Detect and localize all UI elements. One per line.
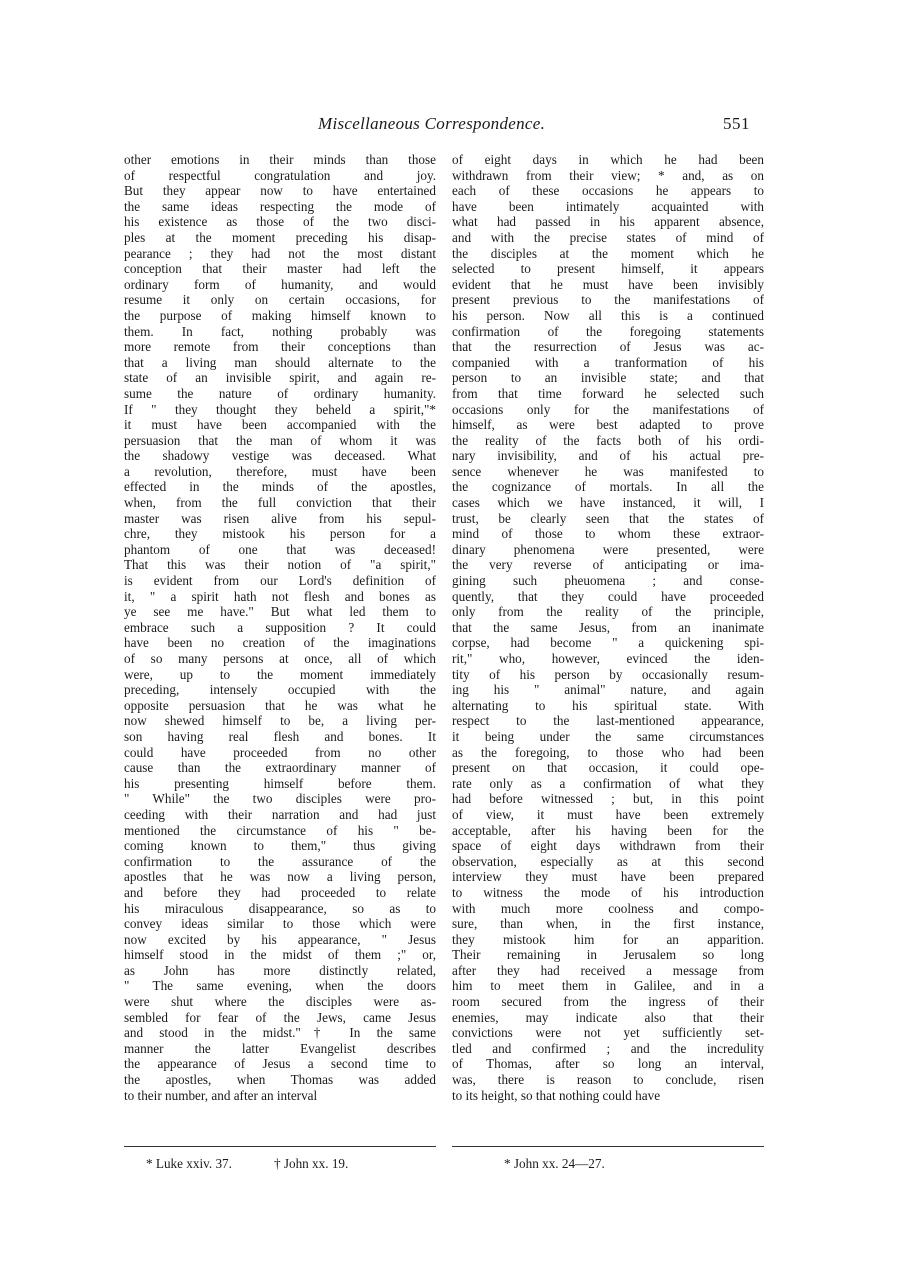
text-line: preceding, intensely occupied with the	[124, 682, 436, 698]
text-line: manner the latter Evangelist describes	[124, 1040, 436, 1056]
text-line: when, from the full conviction that their	[124, 495, 436, 511]
left-footnote-rule	[124, 1146, 436, 1147]
text-line: occasions only for the manifestations of	[452, 401, 764, 417]
text-line: withdrawn from their view; * and, as on	[452, 167, 764, 183]
text-line: ye see me have." But what led them to	[124, 604, 436, 620]
text-line: tity of his person by occasionally resum-	[452, 666, 764, 682]
text-line: now shewed himself to be, a living per-	[124, 713, 436, 729]
text-line: son having real flesh and bones. It	[124, 728, 436, 744]
footnote-luke: * Luke xxiv. 37.	[146, 1156, 232, 1171]
text-line: them. In fact, nothing probably was	[124, 323, 436, 339]
text-line: the apostles, when Thomas was added	[124, 1072, 436, 1088]
text-line: cases which we have instanced, it will, I	[452, 495, 764, 511]
text-line: sence whenever he was manifested to	[452, 463, 764, 479]
text-line: apostles that he was now a living person,	[124, 869, 436, 885]
text-line: it must have been accompanied with the	[124, 417, 436, 433]
text-line: convey ideas similar to those which were	[124, 916, 436, 932]
right-column-text	[452, 152, 764, 1103]
text-line: evident that he must have been invisibly	[452, 276, 764, 292]
text-line: But they appear now to have entertained	[124, 183, 436, 199]
text-line: " While" the two disciples were pro-	[124, 791, 436, 807]
text-line: effected in the minds of the apostles,	[124, 479, 436, 495]
text-line: confirmation to the assurance of the	[124, 853, 436, 869]
text-line: as John has more distinctly related,	[124, 962, 436, 978]
text-line: and stood in the midst."† In the same	[124, 1025, 436, 1041]
text-line: the cognizance of mortals. In all the	[452, 479, 764, 495]
text-line: respect to the last-mentioned appearance,	[452, 713, 764, 729]
text-line: sume the nature of ordinary humanity.	[124, 385, 436, 401]
text-line: could have proceeded from no other	[124, 744, 436, 760]
text-line: master was risen alive from his sepul-	[124, 510, 436, 526]
text-line: coming known to them," thus giving	[124, 838, 436, 854]
footnote-john-xx-19: † John xx. 19.	[273, 1156, 349, 1171]
text-line: pearance ; they had not the most distant	[124, 245, 436, 261]
text-line: the reality of the facts both of his ordi-	[452, 432, 764, 448]
text-line: room secured from the ingress of their	[452, 994, 764, 1010]
text-line: opposite persuasion that he was what he	[124, 697, 436, 713]
text-line: have been intimately acquainted with	[452, 198, 764, 214]
text-line: tled and confirmed ; and the incredulity	[452, 1040, 764, 1056]
text-line: ordinary form of humanity, and would	[124, 276, 436, 292]
text-line: " The same evening, when the doors	[124, 978, 436, 994]
text-line: of Thomas, after so long an interval,	[452, 1056, 764, 1072]
text-line: observation, especially as at this second	[452, 853, 764, 869]
text-line: his miraculous disappearance, so as to	[124, 900, 436, 916]
right-footnotes	[452, 1156, 764, 1172]
text-line: of respectful congratulation and joy.	[124, 167, 436, 183]
text-line: more remote from their conceptions than	[124, 339, 436, 355]
text-line: acceptable, after his having been for the	[452, 822, 764, 838]
text-line: to its height, so that nothing could have	[452, 1087, 661, 1103]
text-line: after they had received a message from	[452, 962, 764, 978]
text-line: corpse, had become " a quickening spi-	[452, 635, 764, 651]
text-line: mind of those to whom these extraor-	[452, 526, 764, 542]
text-line: him to meet them in Galilee, and in a	[452, 978, 764, 994]
text-line: is evident from our Lord's definition of	[124, 573, 436, 589]
text-line: chre, they mistook his person for a	[124, 526, 436, 542]
text-line: dinary phenomena were presented, were	[452, 541, 764, 557]
text-line: enemies, may indicate also that their	[452, 1009, 764, 1025]
text-line: what had passed in his apparent absence,	[452, 214, 764, 230]
text-line: was, there is reason to conclude, risen	[452, 1072, 764, 1088]
text-line: were shut where the disciples were as-	[124, 994, 436, 1010]
text-line: that a living man should alternate to the	[124, 354, 436, 370]
text-line: himself, as were best adapted to prove	[452, 417, 764, 433]
text-line: persuasion that the man of whom it was	[124, 432, 436, 448]
footnote-john-xx-24: * John xx. 24—27.	[504, 1156, 605, 1171]
text-line: and with the precise states of mind of	[452, 229, 764, 245]
text-line: from that time forward he selected such	[452, 385, 764, 401]
right-footnote-rule	[452, 1146, 764, 1147]
text-line: rate only as a confirmation of what they	[452, 775, 764, 791]
text-line: the appearance of Jesus a second time to	[124, 1056, 436, 1072]
text-line: interview they must have been prepared	[452, 869, 764, 885]
text-line: to their number, and after an interval	[124, 1087, 318, 1103]
text-line: convictions were not yet sufficiently set-	[452, 1025, 764, 1041]
text-line: of view, it must have been extremely	[452, 806, 764, 822]
text-line: person to an invisible state; and that	[452, 370, 764, 386]
text-line: himself stood in the midst of them ;" or,	[124, 947, 436, 963]
text-line: phantom of one that was deceased!	[124, 541, 436, 557]
text-line: ples at the moment preceding his disap-	[124, 229, 436, 245]
text-line: have been no creation of the imaginations	[124, 635, 436, 651]
text-line: a revolution, therefore, must have been	[124, 463, 436, 479]
text-line: that the resurrection of Jesus was ac-	[452, 339, 764, 355]
text-line: of eight days in which he had been	[452, 152, 764, 167]
text-line: selected to present himself, it appears	[452, 261, 764, 277]
text-line: were, up to the moment immediately	[124, 666, 436, 682]
text-line: confirmation of the foregoing statements	[452, 323, 764, 339]
text-line: other emotions in their minds than those	[124, 152, 436, 167]
text-line: that the same Jesus, from an inanimate	[452, 619, 764, 635]
text-line: ceeding with their narration and had just	[124, 806, 436, 822]
text-line: sure, than when, in the first instance,	[452, 916, 764, 932]
text-line: ing his " animal" nature, and again	[452, 682, 764, 698]
text-line: the shadowy vestige was deceased. What	[124, 448, 436, 464]
text-line: the very reverse of anticipating or ima-	[452, 557, 764, 573]
text-line: present on that occasion, it could ope-	[452, 760, 764, 776]
text-line: resume it only on certain occasions, for	[124, 292, 436, 308]
text-line: cause than the extraordinary manner of	[124, 760, 436, 776]
page-number: 551	[723, 114, 750, 133]
text-line: the disciples at the moment which he	[452, 245, 764, 261]
left-column	[124, 152, 436, 1171]
text-line: quently, that they could have proceeded	[452, 588, 764, 604]
text-line: and before they had proceeded to relate	[124, 884, 436, 900]
text-line: embrace such a supposition ? It could	[124, 619, 436, 635]
left-footnotes	[124, 1156, 436, 1172]
text-line: it, " a spirit hath not flesh and bones as	[124, 588, 436, 604]
text-line: they mistook him for an apparition.	[452, 931, 764, 947]
text-line: the same ideas respecting the mode of	[124, 198, 436, 214]
text-line: gining such pheuomena ; and conse-	[452, 573, 764, 589]
text-line: present previous to the manifestations of	[452, 292, 764, 308]
text-line: only from the reality of the principle,	[452, 604, 764, 620]
text-line: his presenting himself before them.	[124, 775, 436, 791]
text-line: alternating to his spiritual state. With	[452, 697, 764, 713]
running-title: Miscellaneous Correspondence.	[318, 114, 546, 133]
text-line: companied with a tranformation of his	[452, 354, 764, 370]
text-line: his existence as those of the two disci-	[124, 214, 436, 230]
text-line: sembled for fear of the Jews, came Jesus	[124, 1009, 436, 1025]
text-line: nary invisibility, and of his actual pre-	[452, 448, 764, 464]
text-line: the purpose of making himself known to	[124, 307, 436, 323]
text-line: rit," who, however, evinced the iden-	[452, 651, 764, 666]
text-line: his person. Now all this is a continued	[452, 307, 764, 323]
text-line: mentioned the circumstance of his " be-	[124, 822, 436, 838]
text-line: state of an invisible spirit, and again re-	[124, 370, 436, 386]
text-line: conception that their master had left the	[124, 261, 436, 277]
text-line: to witness the mode of his introduction	[452, 884, 764, 900]
text-line: now excited by his appearance, " Jesus	[124, 931, 436, 947]
text-line: had before witnessed ; but, in this point	[452, 791, 764, 807]
text-line: with much more coolness and compo-	[452, 900, 764, 916]
text-line: each of these occasions he appears to	[452, 183, 764, 199]
text-line: of so many persons at once, all of which	[124, 651, 436, 666]
text-line: as the foregoing, to those who had been	[452, 744, 764, 760]
text-line: trust, be clearly seen that the states of	[452, 510, 764, 526]
text-line: space of eight days withdrawn from their	[452, 838, 764, 854]
text-line: That this was their notion of "a spirit,"	[124, 557, 436, 573]
right-column	[452, 152, 764, 1171]
left-column-text	[124, 152, 436, 1103]
text-line: Their remaining in Jerusalem so long	[452, 947, 764, 963]
text-line: it being under the same circumstances	[452, 728, 764, 744]
text-line: If " they thought they beheld a spirit,"*	[124, 401, 436, 417]
